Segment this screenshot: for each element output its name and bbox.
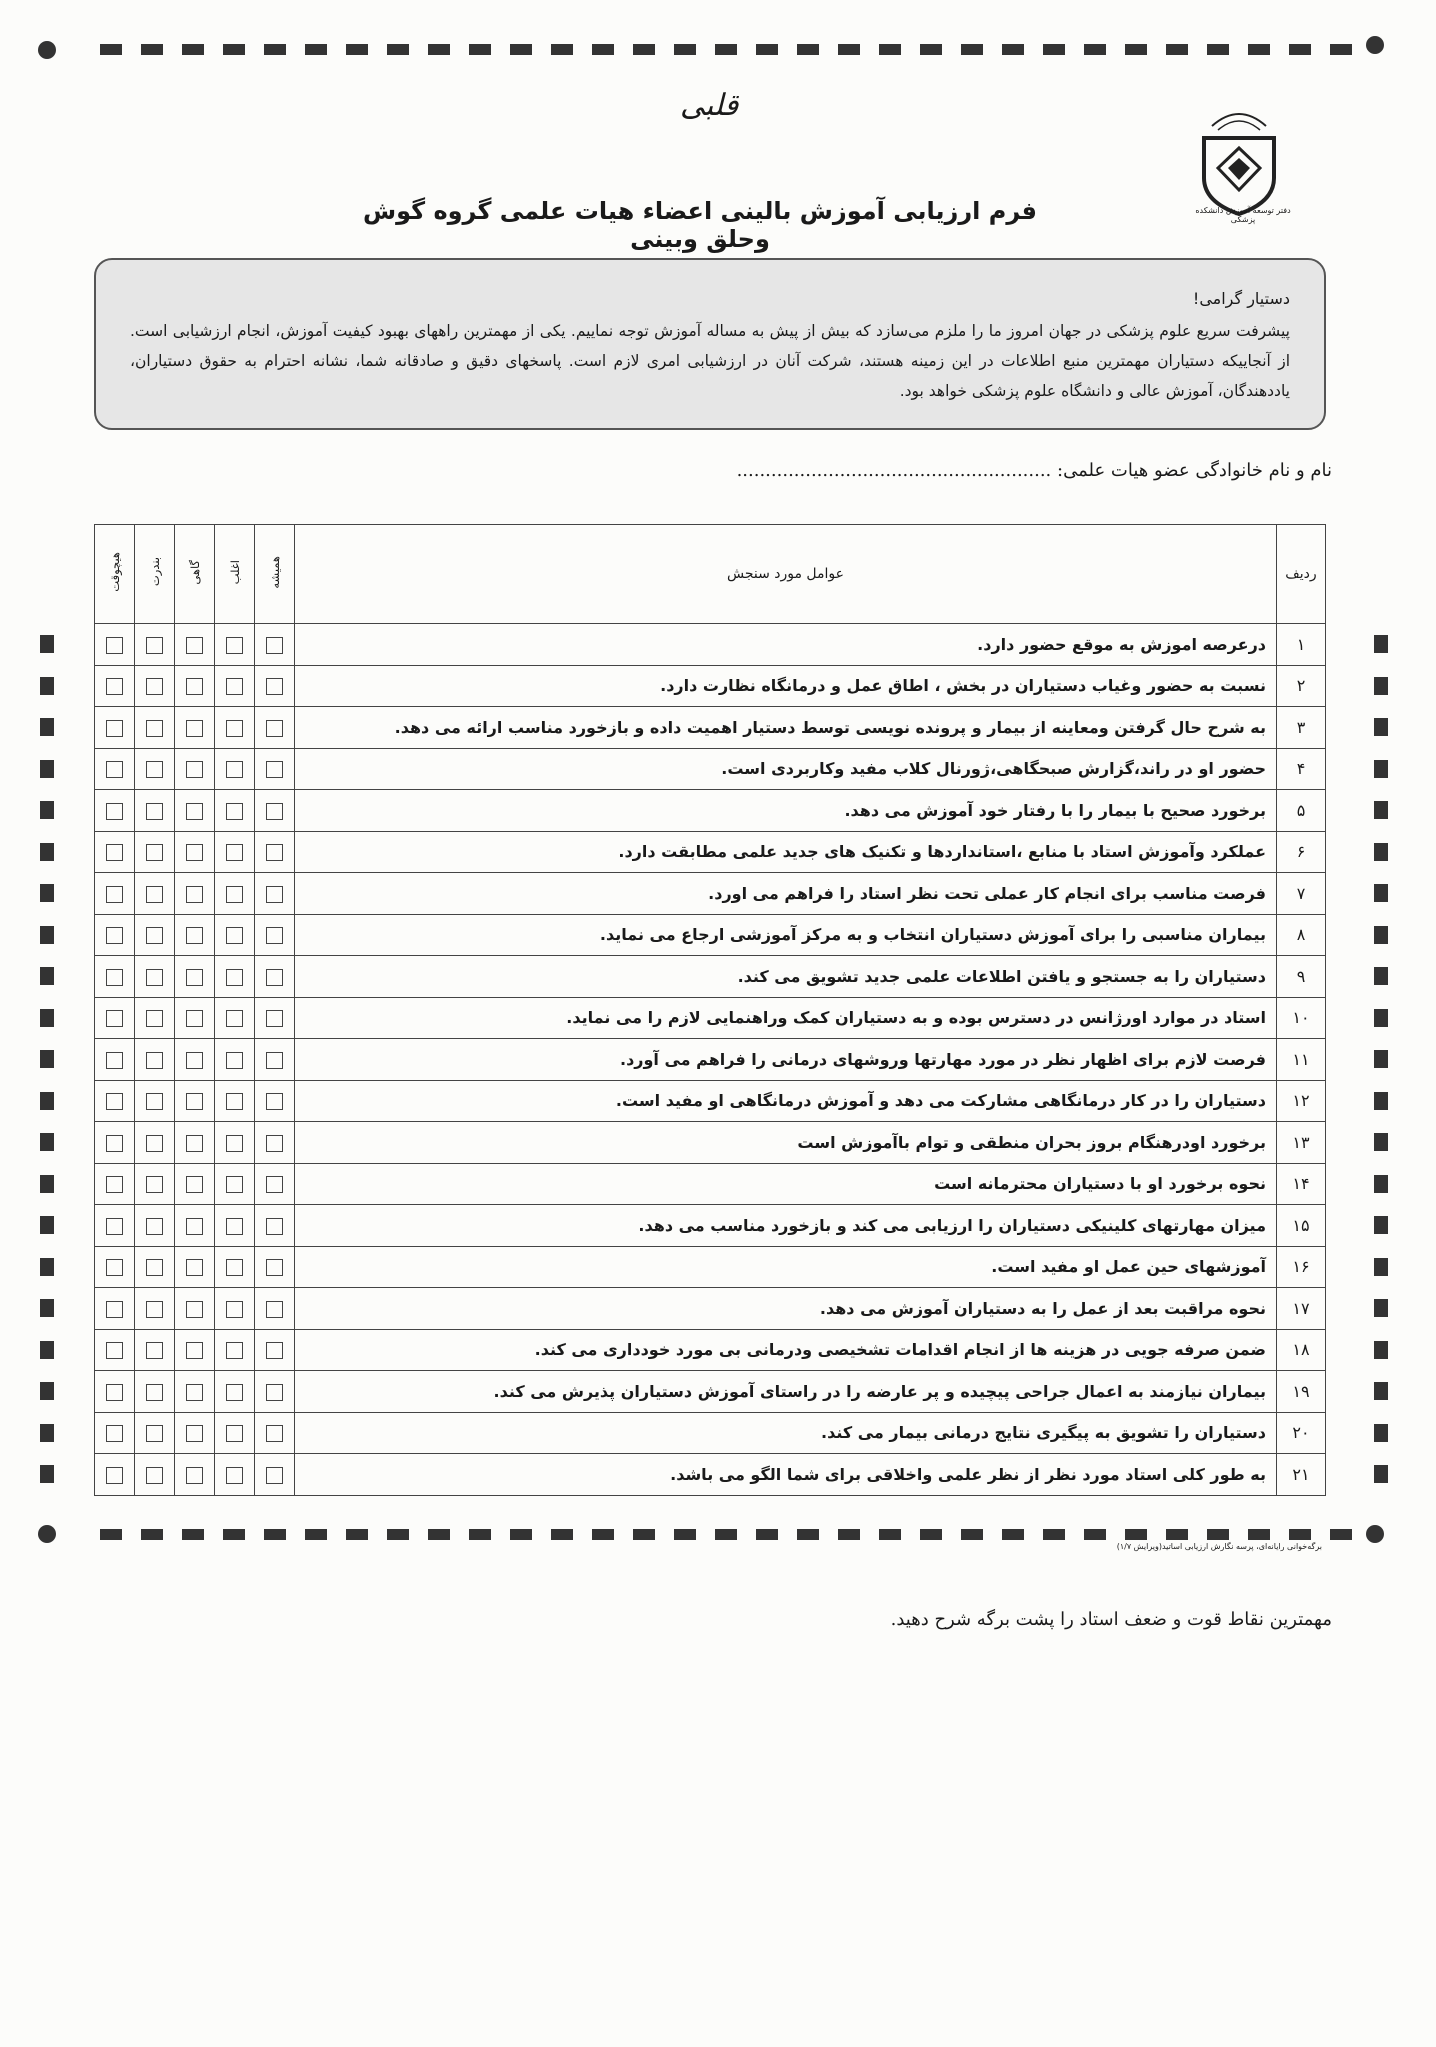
- checkbox-sometimes[interactable]: [186, 1176, 203, 1193]
- checkbox-sometimes[interactable]: [186, 1218, 203, 1235]
- checkbox-sometimes[interactable]: [186, 720, 203, 737]
- checkbox-sometimes[interactable]: [186, 927, 203, 944]
- checkbox-often[interactable]: [226, 1176, 243, 1193]
- timing-mark: [1125, 44, 1147, 55]
- side-timing-mark: [1374, 635, 1388, 653]
- faculty-name-blank[interactable]: .......................................................: [736, 460, 1052, 481]
- checkbox-rarely[interactable]: [146, 1467, 163, 1484]
- row-criterion: آموزشهای حین عمل او مفید است.: [295, 1246, 1277, 1288]
- timing-mark: [715, 44, 737, 55]
- checkbox-never[interactable]: [106, 1135, 123, 1152]
- checkbox-always[interactable]: [266, 927, 283, 944]
- timing-mark: [1084, 1529, 1106, 1540]
- row-criterion: نحوه مراقبت بعد از عمل را به دستیاران آموزش می دهد.: [295, 1288, 1277, 1330]
- timing-mark: [510, 44, 532, 55]
- registration-dot: [38, 41, 56, 59]
- timing-mark: [1043, 1529, 1065, 1540]
- row-criterion: بیماران مناسبی را برای آموزش دستیاران انتخاب و به مرکز آموزشی ارجاع می نماید.: [295, 914, 1277, 956]
- table-row: [95, 1080, 1326, 1122]
- row-number: ۱۸: [1277, 1329, 1326, 1371]
- side-timing-mark: [40, 884, 54, 902]
- table-row: [95, 707, 1326, 749]
- checkbox-rarely[interactable]: [146, 761, 163, 778]
- side-timing-mark: [1374, 1216, 1388, 1234]
- row-criterion: دستیاران را تشویق به پیگیری نتایج درمانی بیمار می کند.: [295, 1412, 1277, 1454]
- timing-mark: [797, 44, 819, 55]
- checkbox-always[interactable]: [266, 1176, 283, 1193]
- timing-mark: [223, 44, 245, 55]
- table-row: [95, 873, 1326, 915]
- side-timing-mark: [40, 1133, 54, 1151]
- side-timing-mark: [1374, 884, 1388, 902]
- checkbox-rarely[interactable]: [146, 1259, 163, 1276]
- row-criterion: به طور کلی استاد مورد نظر از نظر علمی واخلاقی برای شما الگو می باشد.: [295, 1454, 1277, 1496]
- side-timing-mark: [40, 1258, 54, 1276]
- side-timing-mark: [1374, 1341, 1388, 1359]
- checkbox-never[interactable]: [106, 969, 123, 986]
- timing-mark: [510, 1529, 532, 1540]
- side-timing-mark: [40, 1216, 54, 1234]
- timing-mark: [1248, 44, 1270, 55]
- checkbox-sometimes[interactable]: [186, 969, 203, 986]
- checkbox-sometimes[interactable]: [186, 1301, 203, 1318]
- intro-text: پیشرفت سریع علوم پزشکی در جهان امروز ما را ملزم می‌سازد که بیش از پیش به مساله آموزش توجه نماییم. یکی از مهمترین راههای بهبود کیفیت آموزش، انجام ارزشیابی است. از آنجاییکه دستیاران مهمترین منبع اطلاعات در این زمینه هستند، شرکت آنان در ارزشیابی امری لازم است. پاسخهای دقیق و صادقانه شما، نشانه احترام به حقوق دستیاران، یاددهندگان، آموزش عالی و دانشگاه علوم پزشکی خواهد بود.: [130, 322, 1290, 400]
- row-number: ۳: [1277, 707, 1326, 749]
- timing-mark: [592, 44, 614, 55]
- side-timing-mark: [1374, 1009, 1388, 1027]
- timing-mark: [1043, 44, 1065, 55]
- checkbox-always[interactable]: [266, 1342, 283, 1359]
- checkbox-rarely[interactable]: [146, 1301, 163, 1318]
- table-row: [95, 1288, 1326, 1330]
- timing-mark: [182, 44, 204, 55]
- table-row: [95, 914, 1326, 956]
- checkbox-sometimes[interactable]: [186, 886, 203, 903]
- timing-mark: [1330, 1529, 1352, 1540]
- checkbox-often[interactable]: [226, 1052, 243, 1069]
- row-number: ۱: [1277, 624, 1326, 666]
- row-criterion: نسبت به حضور وغیاب دستیاران در بخش ، اطاق عمل و درمانگاه نظارت دارد.: [295, 665, 1277, 707]
- table-row: [95, 665, 1326, 707]
- timing-mark: [346, 44, 368, 55]
- row-number: ۸: [1277, 914, 1326, 956]
- checkbox-always[interactable]: [266, 678, 283, 695]
- row-number: ۱۶: [1277, 1246, 1326, 1288]
- checkbox-sometimes[interactable]: [186, 637, 203, 654]
- checkbox-never[interactable]: [106, 761, 123, 778]
- form-title: فرم ارزیابی آموزش بالینی اعضاء هیات علمی گروه گوش وحلق وبینی: [362, 197, 1037, 253]
- checkbox-sometimes[interactable]: [186, 1384, 203, 1401]
- timing-mark: [387, 44, 409, 55]
- row-number: ۲۰: [1277, 1412, 1326, 1454]
- timing-mark: [756, 1529, 778, 1540]
- checkbox-rarely[interactable]: [146, 1384, 163, 1401]
- timing-mark: [551, 1529, 573, 1540]
- checkbox-often[interactable]: [226, 1425, 243, 1442]
- faculty-name-label: نام و نام خانوادگی عضو هیات علمی:: [1057, 460, 1332, 481]
- checkbox-often[interactable]: [226, 1342, 243, 1359]
- timing-mark: [674, 1529, 696, 1540]
- timing-mark: [838, 1529, 860, 1540]
- side-timing-mark: [40, 677, 54, 695]
- checkbox-never[interactable]: [106, 886, 123, 903]
- timing-mark: [961, 1529, 983, 1540]
- side-timing-mark: [1374, 1092, 1388, 1110]
- intro-greeting: دستیار گرامی!: [1192, 289, 1290, 308]
- side-timing-mark: [40, 760, 54, 778]
- side-timing-mark: [40, 1424, 54, 1442]
- row-number: ۷: [1277, 873, 1326, 915]
- checkbox-never[interactable]: [106, 1467, 123, 1484]
- row-number: ۱۵: [1277, 1205, 1326, 1247]
- checkbox-never[interactable]: [106, 637, 123, 654]
- header-row-number: ردیف: [1277, 525, 1326, 624]
- checkbox-often[interactable]: [226, 1010, 243, 1027]
- side-timing-mark: [1374, 1258, 1388, 1276]
- row-criterion: میزان مهارتهای کلینیکی دستیاران را ارزیابی می کند و بازخورد مناسب می دهد.: [295, 1205, 1277, 1247]
- checkbox-always[interactable]: [266, 1425, 283, 1442]
- checkbox-never[interactable]: [106, 1093, 123, 1110]
- side-timing-mark: [1374, 1382, 1388, 1400]
- timing-mark: [797, 1529, 819, 1540]
- timing-mark: [100, 44, 122, 55]
- checkbox-rarely[interactable]: [146, 803, 163, 820]
- checkbox-sometimes[interactable]: [186, 1342, 203, 1359]
- row-criterion: فرصت مناسب برای انجام کار عملی تحت نظر استاد را فراهم می اورد.: [295, 873, 1277, 915]
- timing-mark: [182, 1529, 204, 1540]
- top-timing-marks: [0, 30, 1436, 70]
- row-criterion: ضمن صرفه جویی در هزینه ها از انجام اقدامات تشخیصی ودرمانی بی مورد خودداری می کند.: [295, 1329, 1277, 1371]
- row-criterion: عملکرد وآموزش استاد با منابع ،استانداردها و تکنیک های جدید علمی مطابقت دارد.: [295, 831, 1277, 873]
- row-number: ۱۱: [1277, 1039, 1326, 1081]
- checkbox-rarely[interactable]: [146, 1135, 163, 1152]
- row-criterion: برخورد صحیح با بیمار را با رفتار خود آموزش می دهد.: [295, 790, 1277, 832]
- checkbox-always[interactable]: [266, 1467, 283, 1484]
- row-criterion: حضور او در راند،گزارش صبحگاهی،ژورنال کلاب مفید وکاربردی است.: [295, 748, 1277, 790]
- timing-mark: [1207, 1529, 1229, 1540]
- row-criterion: دستیاران را به جستجو و یافتن اطلاعات علمی جدید تشویق می کند.: [295, 956, 1277, 998]
- checkbox-sometimes[interactable]: [186, 1467, 203, 1484]
- bottom-note: مهمترین نقاط قوت و ضعف استاد را پشت برگه شرح دهید.: [890, 1609, 1332, 1630]
- row-number: ۲: [1277, 665, 1326, 707]
- side-timing-mark: [40, 1465, 54, 1483]
- checkbox-never[interactable]: [106, 844, 123, 861]
- timing-mark: [551, 44, 573, 55]
- registration-dot: [38, 1525, 56, 1543]
- table-row: [95, 831, 1326, 873]
- row-criterion: فرصت لازم برای اظهار نظر در مورد مهارتها وروشهای درمانی را فراهم می آورد.: [295, 1039, 1277, 1081]
- timing-mark: [305, 44, 327, 55]
- checkbox-never[interactable]: [106, 1218, 123, 1235]
- checkbox-often[interactable]: [226, 927, 243, 944]
- side-timing-mark: [1374, 677, 1388, 695]
- side-timing-mark: [40, 1341, 54, 1359]
- checkbox-always[interactable]: [266, 761, 283, 778]
- row-number: ۹: [1277, 956, 1326, 998]
- checkbox-always[interactable]: [266, 1259, 283, 1276]
- row-number: ۱۰: [1277, 997, 1326, 1039]
- checkbox-never[interactable]: [106, 1384, 123, 1401]
- checkbox-sometimes[interactable]: [186, 844, 203, 861]
- checkbox-sometimes[interactable]: [186, 678, 203, 695]
- checkbox-often[interactable]: [226, 637, 243, 654]
- checkbox-never[interactable]: [106, 803, 123, 820]
- checkbox-often[interactable]: [226, 844, 243, 861]
- timing-mark: [961, 44, 983, 55]
- table-row: [95, 1454, 1326, 1496]
- table-row: [95, 1371, 1326, 1413]
- row-number: ۱۴: [1277, 1163, 1326, 1205]
- table-row: [95, 790, 1326, 832]
- timing-mark: [633, 44, 655, 55]
- checkbox-always[interactable]: [266, 1010, 283, 1027]
- row-number: ۲۱: [1277, 1454, 1326, 1496]
- timing-mark: [838, 44, 860, 55]
- checkbox-always[interactable]: [266, 1135, 283, 1152]
- timing-mark: [674, 44, 696, 55]
- checkbox-often[interactable]: [226, 1093, 243, 1110]
- timing-mark: [141, 44, 163, 55]
- timing-mark: [1207, 44, 1229, 55]
- side-timing-mark: [1374, 1050, 1388, 1068]
- timing-mark: [1002, 1529, 1024, 1540]
- checkbox-rarely[interactable]: [146, 1176, 163, 1193]
- checkbox-never[interactable]: [106, 678, 123, 695]
- row-number: ۵: [1277, 790, 1326, 832]
- checkbox-always[interactable]: [266, 803, 283, 820]
- table-row: [95, 956, 1326, 998]
- intro-box: [94, 258, 1326, 430]
- side-timing-mark: [1374, 1175, 1388, 1193]
- checkbox-sometimes[interactable]: [186, 761, 203, 778]
- table-row: [95, 1039, 1326, 1081]
- table-row: [95, 1163, 1326, 1205]
- checkbox-always[interactable]: [266, 1052, 283, 1069]
- side-timing-mark: [1374, 1133, 1388, 1151]
- timing-mark: [592, 1529, 614, 1540]
- table-row: [95, 1122, 1326, 1164]
- checkbox-often[interactable]: [226, 1218, 243, 1235]
- timing-mark: [305, 1529, 327, 1540]
- side-timing-mark: [40, 1299, 54, 1317]
- timing-mark: [756, 44, 778, 55]
- checkbox-often[interactable]: [226, 1259, 243, 1276]
- checkbox-rarely[interactable]: [146, 678, 163, 695]
- checkbox-often[interactable]: [226, 1384, 243, 1401]
- checkbox-rarely[interactable]: [146, 1093, 163, 1110]
- table-row: [95, 997, 1326, 1039]
- checkbox-never[interactable]: [106, 927, 123, 944]
- row-criterion: درعرصه اموزش به موقع حضور دارد.: [295, 624, 1277, 666]
- checkbox-rarely[interactable]: [146, 1425, 163, 1442]
- checkbox-rarely[interactable]: [146, 844, 163, 861]
- checkbox-often[interactable]: [226, 761, 243, 778]
- side-timing-mark: [1374, 926, 1388, 944]
- checkbox-rarely[interactable]: [146, 720, 163, 737]
- checkbox-always[interactable]: [266, 1301, 283, 1318]
- timing-mark: [1330, 44, 1352, 55]
- header-often: اغلب: [227, 559, 242, 585]
- checkbox-often[interactable]: [226, 886, 243, 903]
- timing-mark: [223, 1529, 245, 1540]
- timing-mark: [1248, 1529, 1270, 1540]
- checkbox-sometimes[interactable]: [186, 1052, 203, 1069]
- side-timing-mark: [40, 926, 54, 944]
- checkbox-never[interactable]: [106, 1301, 123, 1318]
- checkbox-rarely[interactable]: [146, 1010, 163, 1027]
- timing-mark: [920, 1529, 942, 1540]
- side-timing-mark: [1374, 1299, 1388, 1317]
- timing-mark: [469, 44, 491, 55]
- checkbox-always[interactable]: [266, 1384, 283, 1401]
- checkbox-always[interactable]: [266, 1218, 283, 1235]
- table-row: [95, 1329, 1326, 1371]
- checkbox-sometimes[interactable]: [186, 1093, 203, 1110]
- side-timing-mark: [40, 967, 54, 985]
- row-number: ۶: [1277, 831, 1326, 873]
- timing-mark: [387, 1529, 409, 1540]
- timing-mark: [264, 44, 286, 55]
- row-criterion: نحوه برخورد او با دستیاران محترمانه است: [295, 1163, 1277, 1205]
- row-criterion: بیماران نیازمند به اعمال جراحی پیچیده و پر عارضه را در راستای آموزش دستیاران پذیرش می کند.: [295, 1371, 1277, 1413]
- checkbox-sometimes[interactable]: [186, 1135, 203, 1152]
- side-timing-mark: [1374, 718, 1388, 736]
- side-timing-mark: [1374, 967, 1388, 985]
- row-criterion: برخورد اودرهنگام بروز بحران منطقی و توام باآموزش است: [295, 1122, 1277, 1164]
- row-criterion: به شرح حال گرفتن ومعاینه از بیمار و پرونده نویسی توسط دستیار اهمیت داده و بازخورد مناسب ارائه می دهد.: [295, 707, 1277, 749]
- checkbox-rarely[interactable]: [146, 637, 163, 654]
- side-timing-mark: [40, 718, 54, 736]
- checkbox-often[interactable]: [226, 1301, 243, 1318]
- header-rarely: بندرت: [147, 557, 162, 587]
- row-number: ۱۲: [1277, 1080, 1326, 1122]
- timing-mark: [428, 1529, 450, 1540]
- timing-mark: [264, 1529, 286, 1540]
- row-number: ۱۷: [1277, 1288, 1326, 1330]
- checkbox-always[interactable]: [266, 969, 283, 986]
- timing-mark: [1166, 44, 1188, 55]
- table-row: [95, 1205, 1326, 1247]
- evaluation-table: [94, 524, 1326, 1496]
- side-timing-mark: [40, 801, 54, 819]
- header-always: همیشه: [267, 555, 282, 589]
- side-timing-mark: [1374, 1424, 1388, 1442]
- registration-dot: [1366, 36, 1384, 54]
- faculty-name-field: [700, 460, 1332, 481]
- checkbox-sometimes[interactable]: [186, 1010, 203, 1027]
- table-row: [95, 1412, 1326, 1454]
- checkbox-never[interactable]: [106, 1342, 123, 1359]
- timing-mark: [1002, 44, 1024, 55]
- checkbox-always[interactable]: [266, 844, 283, 861]
- side-timing-mark: [1374, 843, 1388, 861]
- timing-mark: [1166, 1529, 1188, 1540]
- timing-mark: [1289, 1529, 1311, 1540]
- timing-mark: [469, 1529, 491, 1540]
- timing-mark: [715, 1529, 737, 1540]
- timing-mark: [920, 44, 942, 55]
- checkbox-always[interactable]: [266, 720, 283, 737]
- timing-mark: [879, 44, 901, 55]
- header-sometimes: گاهی: [187, 559, 202, 585]
- checkbox-never[interactable]: [106, 1176, 123, 1193]
- timing-mark: [346, 1529, 368, 1540]
- side-timing-mark: [40, 1009, 54, 1027]
- checkbox-often[interactable]: [226, 969, 243, 986]
- checkbox-often[interactable]: [226, 803, 243, 820]
- side-timing-mark: [40, 1092, 54, 1110]
- side-timing-mark: [40, 843, 54, 861]
- header-never: هیچوقت: [107, 552, 122, 592]
- table-row: [95, 748, 1326, 790]
- row-criterion: دستیاران را در کار درمانگاهی مشارکت می دهد و آموزش درمانگاهی او مفید است.: [295, 1080, 1277, 1122]
- checkbox-always[interactable]: [266, 886, 283, 903]
- registration-dot: [1366, 1525, 1384, 1543]
- row-number: ۴: [1277, 748, 1326, 790]
- timing-mark: [100, 1529, 122, 1540]
- checkbox-never[interactable]: [106, 1259, 123, 1276]
- checkbox-sometimes[interactable]: [186, 1425, 203, 1442]
- timing-mark: [141, 1529, 163, 1540]
- signature: قلبی: [680, 88, 739, 123]
- checkbox-never[interactable]: [106, 720, 123, 737]
- timing-mark: [428, 44, 450, 55]
- side-timing-mark: [40, 635, 54, 653]
- timing-mark: [1084, 44, 1106, 55]
- checkbox-rarely[interactable]: [146, 1218, 163, 1235]
- timing-mark: [879, 1529, 901, 1540]
- checkbox-never[interactable]: [106, 1010, 123, 1027]
- timing-mark: [1289, 44, 1311, 55]
- checkbox-rarely[interactable]: [146, 1052, 163, 1069]
- checkbox-never[interactable]: [106, 1425, 123, 1442]
- side-timing-mark: [40, 1382, 54, 1400]
- row-number: ۱۳: [1277, 1122, 1326, 1164]
- side-timing-mark: [40, 1175, 54, 1193]
- header-factors: عوامل مورد سنجش: [295, 525, 1277, 624]
- checkbox-always[interactable]: [266, 637, 283, 654]
- side-timing-mark: [1374, 801, 1388, 819]
- checkbox-often[interactable]: [226, 678, 243, 695]
- row-criterion: استاد در موارد اورژانس در دسترس بوده و به دستیاران کمک وراهنمایی لازم را می نماید.: [295, 997, 1277, 1039]
- side-timing-mark: [1374, 760, 1388, 778]
- checkbox-never[interactable]: [106, 1052, 123, 1069]
- checkbox-often[interactable]: [226, 1135, 243, 1152]
- side-timing-mark: [40, 1050, 54, 1068]
- university-logo: [1194, 100, 1284, 218]
- checkbox-always[interactable]: [266, 1093, 283, 1110]
- table-row: [95, 1246, 1326, 1288]
- logo-caption: دفتر توسعه آموزش دانشکده پزشکی: [1195, 206, 1291, 224]
- timing-mark: [1125, 1529, 1147, 1540]
- checkbox-rarely[interactable]: [146, 969, 163, 986]
- checkbox-rarely[interactable]: [146, 886, 163, 903]
- checkbox-rarely[interactable]: [146, 1342, 163, 1359]
- checkbox-often[interactable]: [226, 720, 243, 737]
- footer-small-print: برگه‌خوانی رایانه‌ای، پرسه نگارش ارزیابی اساتید(ویرایش ۱/۷): [1116, 1542, 1322, 1551]
- timing-mark: [633, 1529, 655, 1540]
- side-timing-mark: [1374, 1465, 1388, 1483]
- checkbox-sometimes[interactable]: [186, 1259, 203, 1276]
- checkbox-sometimes[interactable]: [186, 803, 203, 820]
- checkbox-often[interactable]: [226, 1467, 243, 1484]
- table-row: [95, 624, 1326, 666]
- checkbox-rarely[interactable]: [146, 927, 163, 944]
- row-number: ۱۹: [1277, 1371, 1326, 1413]
